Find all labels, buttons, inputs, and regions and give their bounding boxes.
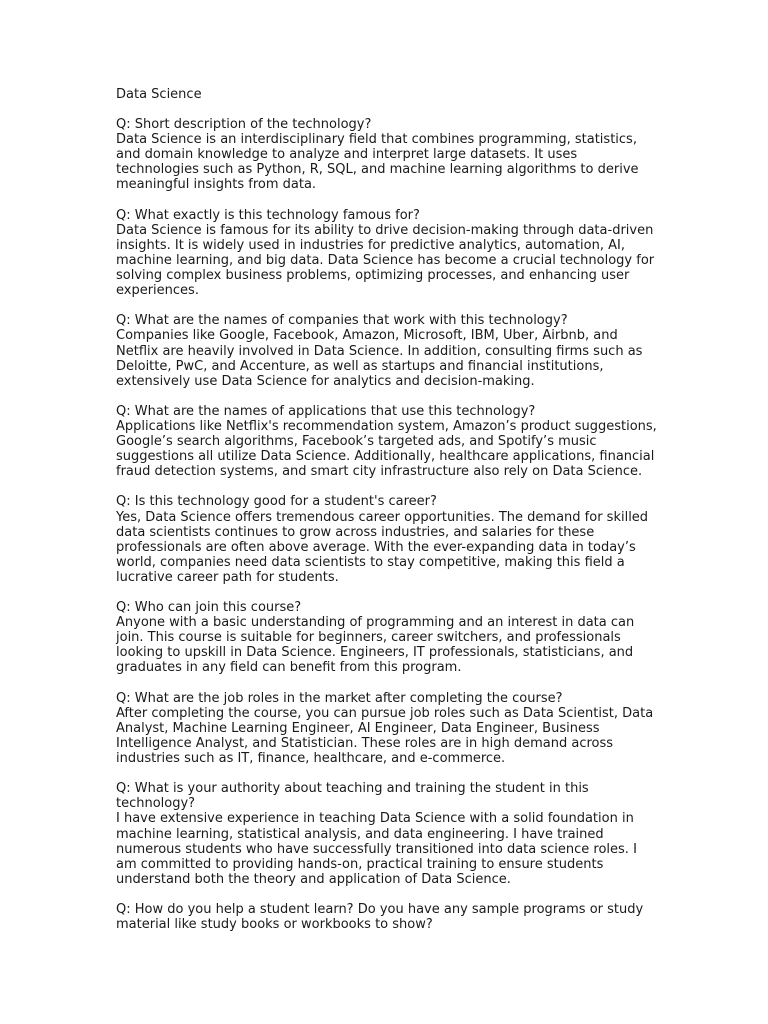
answer-text: Anyone with a basic understanding of programming and an interest in data can join. This course is suitable for beginners, career switchers, and professionals looking to upskill in Data Science. Engineers, IT professionals, statisticians, and graduates in any field can benefit from this program. xyxy=(116,615,635,676)
qa-item xyxy=(116,691,661,766)
question-text: Q: What are the names of applications that use this technology? xyxy=(116,403,536,419)
question-text: Q: How do you help a student learn? Do you have any sample programs or study material like study books or workbooks to show? xyxy=(116,901,644,933)
question-text: Q: What is your authority about teaching and training the student in this technology? xyxy=(116,781,589,812)
answer-text: Data Science is an interdisciplinary field that combines programming, statistics, and domain knowledge to analyze and interpret large datasets. It uses technologies such as Python, R, SQL, and machine learning algorithms to derive meaningful insights from data. xyxy=(116,132,639,193)
qa-item xyxy=(116,902,661,932)
answer-text: I have extensive experience in teaching Data Science with a solid foundation in machine learning, statistical analysis, and data engineering. I have trained numerous students who have successfully transitioned into data science roles. I am committed to providing hands-on, practical training to ensure students understand both the theory and application of Data Science. xyxy=(116,811,637,887)
question-text: Q: What exactly is this technology famous for? xyxy=(116,207,420,223)
question-text: Q: Short description of the technology? xyxy=(116,117,372,133)
question-text: Q: Who can join this course? xyxy=(116,600,302,616)
document-title: Data Science xyxy=(116,87,202,102)
document-page xyxy=(116,87,661,947)
qa-item xyxy=(116,117,661,192)
question-text: Q: Is this technology good for a student's career? xyxy=(116,494,437,510)
qa-item xyxy=(116,404,661,479)
answer-text: Data Science is famous for its ability to drive decision-making through data-driven insights. It is widely used in industries for predictive analytics, automation, AI, machine learning, and big data. Data Science has become a crucial technology for solving complex business problems, optimizing processes, and enhancing user experiences. xyxy=(116,222,655,299)
answer-text: After completing the course, you can pursue job roles such as Data Scientist, Data Analyst, Machine Learning Engineer, AI Engineer, Data Engineer, Business Intelligence Analyst, and Statistician. These roles are in high demand across industries such as IT, finance, healthcare, and e-commerce. xyxy=(116,705,654,767)
qa-item xyxy=(116,208,661,299)
answer-text: Yes, Data Science offers tremendous career opportunities. The demand for skilled data scientists continues to grow across industries, and salaries for these professionals are often above average. With the ever-expanding data in today’s world, companies need data scientists to stay competitive, making this field a lucrative career path for students. xyxy=(116,509,649,585)
question-text: Q: What are the names of companies that work with this technology? xyxy=(116,313,568,329)
answer-text: Companies like Google, Facebook, Amazon, Microsoft, IBM, Uber, Airbnb, and Netflix are heavily involved in Data Science. In addition, consulting firms such as Deloitte, PwC, and Accenture, as well as startups and financial institutions, extensively use Data Science for analytics and decision-making. xyxy=(116,328,643,389)
qa-item xyxy=(116,600,661,675)
question-text: Q: What are the job roles in the market after completing the course? xyxy=(116,690,563,706)
qa-item xyxy=(116,781,661,887)
qa-item xyxy=(116,313,661,388)
qa-item xyxy=(116,494,661,585)
answer-text: Applications like Netflix's recommendation system, Amazon’s product suggestions, Google’s search algorithms, Facebook’s targeted ads, and Spotify’s music suggestions all utilize Data Science. Additionally, healthcare applications, financial fraud detection systems, and smart city infrastructure also rely on Data Science. xyxy=(116,418,657,480)
